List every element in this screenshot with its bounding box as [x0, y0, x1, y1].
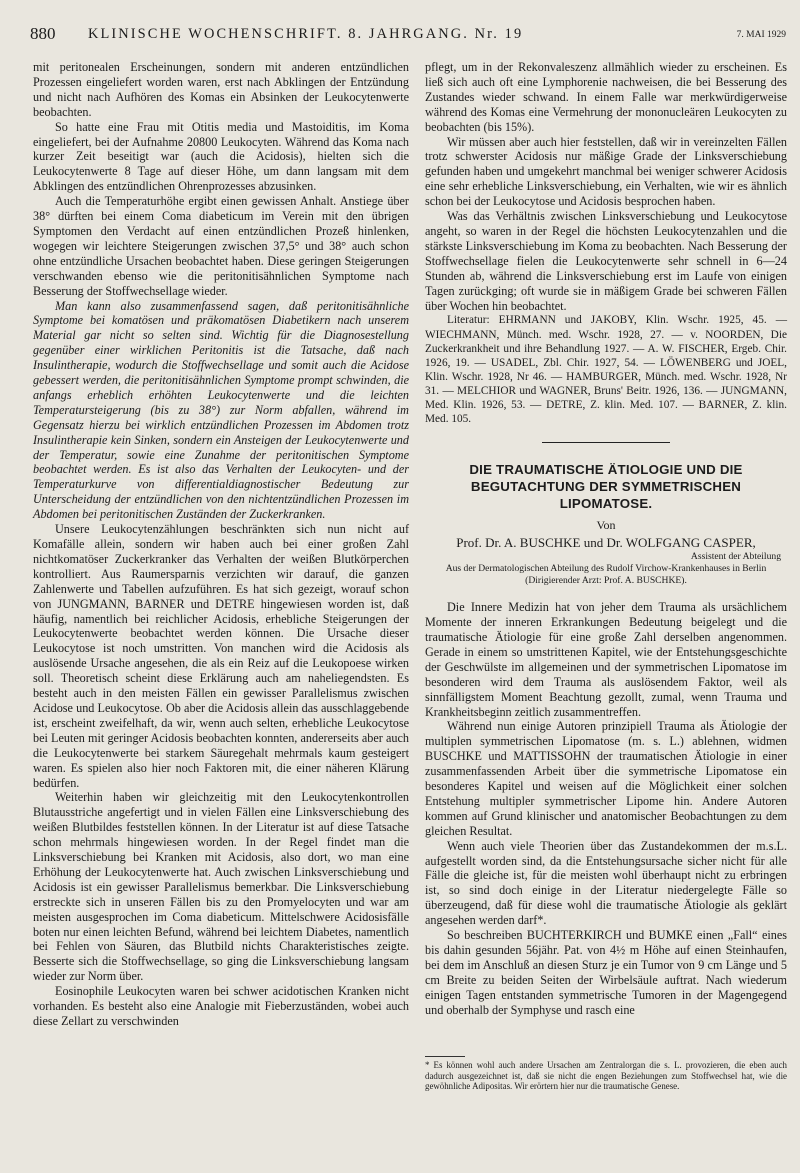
affiliation-line: (Dirigierender Arzt: Prof. A. BUSCHKE).: [525, 574, 687, 586]
page-header: [30, 24, 790, 50]
paragraph: Wir müssen aber auch hier feststellen, daß wir in vereinzelten Fällen trotz schwerster Acidosis nur mäßige Grade der Linksverschiebung gefunden haben und umgekehrt manchmal bei weniger schwerer Acidosis eine sehr erhebliche Linksverschiebung, ein Verhalten, wie wir es ähnlich schon bei der Leukocytose und Acidosis besprochen haben.: [425, 134, 787, 209]
section-divider: [542, 442, 670, 443]
article-authors: Prof. Dr. A. BUSCHKE und Dr. WOLFGANG CASPER,: [456, 535, 756, 551]
paragraph: Während nun einige Autoren prinzipiell Trauma als Ätiologie der multiplen symmetrischen Lipomatose (m. s. L.) ablehnen, widmen BUSCHKE und MATTISSOHN der traumatischen Ätiologie in einer zusammenfassenden Arbeit über die symmetrische Lipomatose ein besonderes Kapitel und weisen auf die Möglichkeit einer solchen Entstehung multipler symmetrischer Lipome hin. Andere Autoren kommen auf Grund klinischer und anatomischer Beobachtungen zu dem gleichen Resultat.: [425, 719, 787, 838]
paragraph: mit peritonealen Erscheinungen, sondern mit anderen entzündlichen Prozessen eingeliefert worden waren, erst nach Abklingen der Entzündung und nicht nach Aufhören des Komas ein Absinken der Leukocytenwerte beobachten.: [33, 60, 409, 119]
byline-von: Von: [596, 518, 616, 533]
journal-title: KLINISCHE WOCHENSCHRIFT. 8. JAHRGANG. Nr. 19: [88, 26, 524, 42]
summary-paragraph: Man kann also zusammenfassend sagen, daß peritonitisähnliche Symptome bei komatösen und präkomatösen Diabetikern nach unserem Material gar nicht so selten sind. Wichtig für die Diagnosestellung gegenüber einer wirklichen Peritonitis ist die Tatsache, daß nach Insulintherapie, wodurch die Stoffwechsellage und somit auch die Acidose gebessert werden, die peritonitisähnlichen Symptome prompt schwinden, die anfangs erheblich erhöhten Leukocytenwerte und die leichten Temperatursteigerung (bis zu 38°) zur Norm abfallen, während im Gegensatz hierzu bei wirklich entzündlichen Prozessen im Abdomen trotz Insulintherapie kein Sinken, sondern ein Ansteigen der Leukocytenwerte und der Temperatur, sowie eine Zunahme der peritonitischen Symptome beobachtet werden. Es ist also das Verhalten der Leukocyten- und der Temperaturkurve von differentialdiagnostischer Bedeutung zur Unterscheidung der entzündlichen von den nichtentzündlichen Prozessen im Abdomen bei peritonitischen Zuständen der Zuckerkranken.: [33, 298, 409, 522]
paragraph: Weiterhin haben wir gleichzeitig mit den Leukocytenkontrollen Blutausstriche angefertigt und in vielen Fällen eine Linksverschiebung des weißen Blutbildes feststellen können. In der Literatur ist auf diese Tatsache schon mehrmals hingewiesen worden. In der Regel findet man die Linksverschiebung bei Kranken mit Acidosis, also dort, wo man eine Erhöhung der Leukocytenwerte hat. Auch zwischen Linksverschiebung und Acidosis ist ein gewisser Parallelismus bemerkbar. Die Linksverschiebung erstreckte sich in unseren Fällen bis zu den Promyelocyten und war am meisten ausgesprochen im Coma diabeticum. Mittelschwere Acidosisfälle boten nur einen leichten Befund, während bei leichtem Diabetes, namentlich bei Fehlen von Säuren, das Blutbild nichts Charakteristisches zeigte. Besserte sich die Stoffwechsellage, so ging die Linksverschiebung langsam wieder zur Norm über.: [33, 790, 409, 984]
left-column: [33, 60, 409, 1029]
paragraph: Unsere Leukocytenzählungen beschränkten sich nun nicht auf Komafälle allein, sondern wir haben auch bei einer großen Zahl nichtkomatöser Zuckerkranker das Verhalten der weißen Blutkörperchen kontrolliert. Aus Raumersparnis verzichten wir darauf, die ganzen Zahlenwerte und Tabellen aufzuführen. Es hat sich gezeigt, worauf schon von JUNGMANN, BARNER und DETRE hingewiesen worden ist, daß häufig, namentlich bei reichlicher Acidosis, erhebliche Steigerungen der Leukocytenwerte beobachtet werden können. Die Ursache dieser Leukocytose ist noch umstritten. Von manchen wird die Acidosis als auslösende Ursache angesehen, die als ein Reiz auf die Leukopoese wirken soll. Theoretisch scheint diese Erklärung auch am naheliegendsten. Es besteht auch in den meisten Fällen ein gewisser Parallelismus zwischen Acidose und Leukocytose. Ob aber die Acidosis allein das ausschlaggebende ist, erscheint zweifelhaft, da wir, wenn auch selten, erhebliche Leukocytose bei Leuten mit geringer Acidosis beobachten konnten, andererseits aber auch die Leukocytenwerte bei starkem Säuregehalt mehrmals kaum gesteigert waren. Es spielen also hier noch Faktoren mit, die einer näheren Klärung bedürfen.: [33, 522, 409, 790]
article-title: DIE TRAUMATISCHE ÄTIOLOGIE UND DIE BEGUTACHTUNG DER SYMMETRISCHEN LIPOMATOSE.: [469, 462, 743, 512]
paragraph: So beschreiben BUCHTERKIRCH und BUMKE einen „Fall“ eines bis dahin gesunden 56jähr. Pat. von 4½ m Höhe auf einen Steinhaufen, bei dem im Anschluß an diesen Sturz je ein Tumor von 9 cm Länge und 5 cm Breite zu beiden Seiten der Wirbelsäule auftrat. Nach wiederum einigen Tagen entstanden symmetrische Tumoren in der Magengegend und oberhalb der Symphyse und rasch eine: [425, 928, 787, 1017]
literature-references: Literatur: EHRMANN und JAKOBY, Klin. Wschr. 1925, 45. — WIECHMANN, Münch. med. Wschr. 1928, 27. — v. NOORDEN, Die Zuckerkrankheit und ihre Behandlung 1927. — A. W. FISCHER, Ergeb. Chir. 1926, 19. — USADEL, Zbl. Chir. 1927, 54. — LÖWENBERG und JOEL, Klin. Wschr. 1928, Nr 46. — HAMBURGER, Münch. med. Wschr. 1928, Nr 31. — MELCHIOR und WAGNER, Bruns' Beitr. 1926, 136. — JUNGMANN, Med. Klin. 1926, 53. — DETRE, Z. klin. Med. 107. — BARNER, Z. klin. Med. 105.: [425, 314, 787, 426]
paragraph: So hatte eine Frau mit Otitis media und Mastoiditis, im Koma eingeliefert, bei der Aufnahme 20800 Leukocyten. Während das Koma nach kurzer Zeit beseitigt war (auch die Acidosis), hielten sich die Leukocytenwerte 8 Tage auf dieser Höhe, um dann langsam mit dem Abklingen des entzündlichen Ohrenprozesses abzusinken.: [33, 119, 409, 194]
footnote: * Es können wohl auch andere Ursachen am Zentralorgan die s. L. provozieren, die eben auch dadurch ausgezeichnet ist, daß sie nicht die engen Beziehungen zum Stoffwechsel hat, wie die gewöhnliche Adipositas. Wir erörtern hier nur die traumatische Genese.: [425, 1060, 787, 1092]
author-role: Assistent der Abteilung: [690, 551, 781, 563]
right-column: [425, 60, 787, 1018]
paragraph: Wenn auch viele Theorien über das Zustandekommen der m.s.L. aufgestellt worden sind, da die Entstehungsursache sicher nicht für alle Fälle die gleiche ist, für die meisten wohl überhaupt nicht zu erbringen ist, so sind doch einige in der Literatur niedergelegte Fälle so überzeugend, daß für diese wohl die traumatische Ätiologie als geklärt angesehen werden darf*.: [425, 838, 787, 928]
footnote-divider: [425, 1056, 465, 1057]
paragraph: Auch die Temperaturhöhe ergibt einen gewissen Anhalt. Anstiege über 38° dürften bei einem Coma diabeticum im Verein mit den übrigen Symptomen den Verdacht auf einen entzündlichen Prozeß hinlenken, wogegen wir leichtere Steigerungen zwischen 37,5° und 38° auch schon ohne entzündliche Ursachen beobachtet haben. Diese geringen Steigerungen verschwanden ebenso wie die peritonitisähnlichen Symptome nach Besserung der Stoffwechsellage wieder.: [33, 194, 409, 298]
paragraph: pflegt, um in der Rekonvaleszenz allmählich wieder zu erscheinen. Es ließ sich auch oft eine Lymphorenie nachweisen, die bei Besserung des Zustandes wieder schwand. In einem Falle war merkwürdigerweise während des Komas eine Vermehrung der mononucleären Leukocyten zu beobachten (bis 15%).: [425, 60, 787, 134]
paragraph: Die Innere Medizin hat von jeher dem Trauma als ursächlichem Momente der inneren Erkrankungen Bedeutung beigelegt und die traumatische Ätiologie für eine große Zahl derselben angenommen. Gerade in einem so umstrittenen Kapitel, wie der Entstehungsgeschichte der Geschwülste im allgemeinen und der symmetrischen Lipomatose im besonderen wird dem Trauma als auslösendem Faktor, weil als sinnfälligstem Moment Beachtung gezollt, zumal, wenn Trauma und Krankheitsbeginn zeitlich zusammentreffen.: [425, 600, 787, 719]
page-number: 880: [30, 24, 56, 43]
affiliation: [425, 563, 787, 586]
paragraph: Was das Verhältnis zwischen Linksverschiebung und Leukocytose angeht, so waren in der Regel die höchsten Leukocytenzahlen und die stärkste Linksverschiebung im Koma zu beobachten. Nach Besserung der Stoffwechsellage fielen die Leukocytenwerte sehr schnell in 6—24 Stunden ab, während die Linksverschiebung erst im Laufe von einigen Tagen zurückging; oft wurde sie in mäßigem Grade bei schweren Fällen über Wochen hin beobachtet.: [425, 209, 787, 313]
affiliation-line: Aus der Dermatologischen Abteilung des Rudolf Virchow-Krankenhauses in Berlin: [445, 563, 767, 575]
issue-date: 7. MAI 1929: [736, 30, 786, 40]
paragraph: Eosinophile Leukocyten waren bei schwer acidotischen Kranken nicht vorhanden. Es besteht also eine Analogie mit Fieberzuständen, wobei auch diese Zellart zu verschwinden: [33, 984, 409, 1028]
